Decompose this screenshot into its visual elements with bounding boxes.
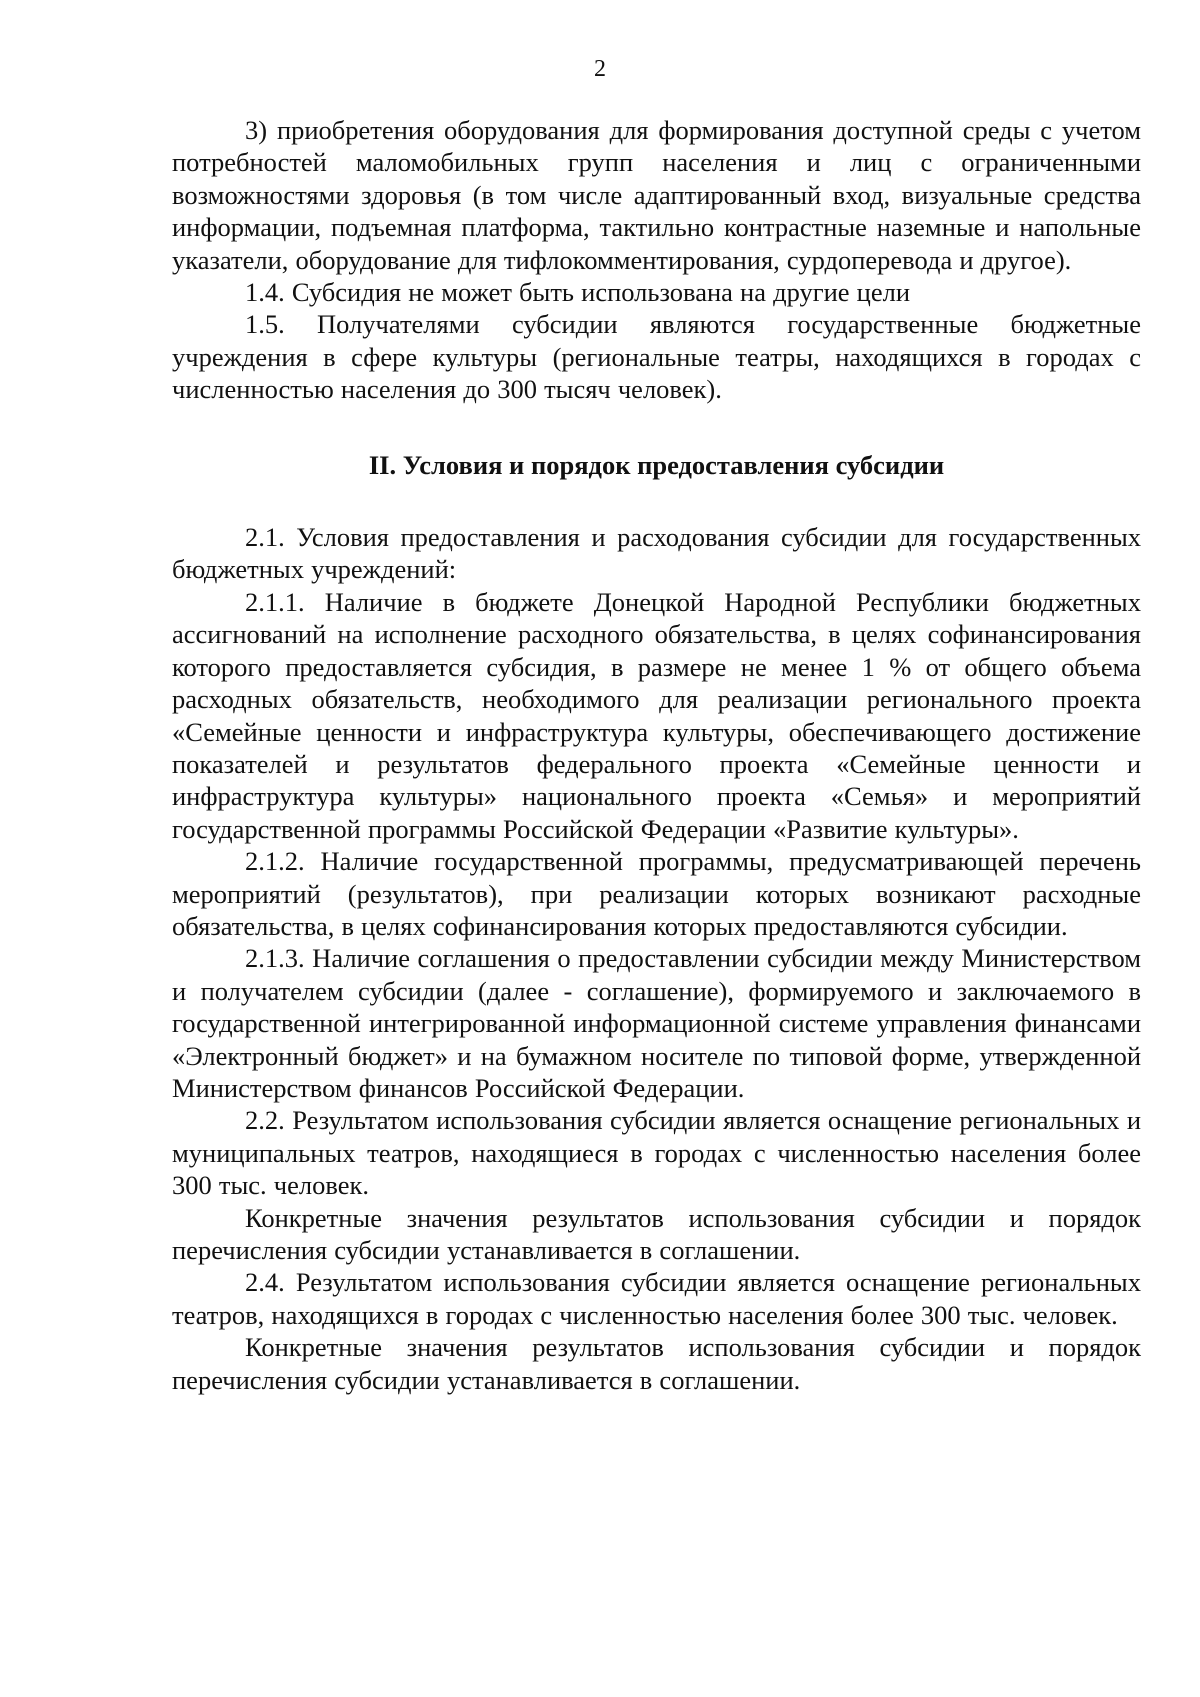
paragraph-1-4: 1.4. Субсидия не может быть использована на другие цели [245, 277, 911, 308]
paragraph-2-1-2: 2.1.2. Наличие государственной программы, предусматривающей перечень мероприятий (результатов), при реализации которых возникают расходные обязательства, в целях софинансирования которых предоставляются субсидии. [172, 846, 1141, 941]
document-body [172, 114, 1141, 1396]
section-heading: II. Условия и порядок предоставления субсидии [368, 449, 945, 480]
paragraph-2-2: 2.2. Результатом использования субсидии является оснащение региональных и муниципальных театров, находящиеся в городах с численностью населения более 300 тыс. человек. [172, 1105, 1141, 1201]
paragraph-2-1-3: 2.1.3. Наличие соглашения о предоставлении субсидии между Министерством и получателем субсидии (далее - соглашение), формируемого и заключаемого в государственной интегрированной информационной системе управления финансами «Электронный бюджет» и на бумажном носителе по типовой форме, утвержденной Министерством финансов Российской Федерации. [172, 943, 1141, 1103]
paragraph-2-4-values: Конкретные значения результатов использования субсидии и порядок перечисления субсидии устанавливается в соглашении. [172, 1332, 1141, 1395]
paragraph-2-4: 2.4. Результатом использования субсидии является оснащение региональных театров, находящихся в городах с численностью населения более 300 тыс. человек. [172, 1267, 1141, 1330]
paragraph-2-2-values: Конкретные значения результатов использования субсидии и порядок перечисления субсидии устанавливается в соглашении. [172, 1202, 1141, 1265]
paragraph-2-1: 2.1. Условия предоставления и расходования субсидии для государственных бюджетных учреждений: [172, 522, 1141, 585]
paragraph-1-5: 1.5. Получателями субсидии являются государственные бюджетные учреждения в сфере культуры (региональные театры, находящихся в городах с численностью населения до 300 тысяч человек). [172, 309, 1141, 405]
paragraph-item-3: 3) приобретения оборудования для формирования доступной среды с учетом потребностей маломобильных групп населения и лиц с ограниченными возможностями здоровья (в том числе адаптированный вход, визуальные средства информации, подъемная платформа, тактильно контрастные наземные и напольные указатели, оборудование для тифлокомментирования, сурдоперевода и другое). [172, 115, 1141, 275]
page-number: 2 [594, 56, 606, 82]
paragraph-2-1-1: 2.1.1. Наличие в бюджете Донецкой Народной Республики бюджетных ассигнований на исполнение расходного обязательства, в целях софинансирования которого предоставляется субсидия, в размере не менее 1 % от общего объема расходных обязательств, необходимого для реализации регионального проекта «Семейные ценности и инфраструктура культуры, обеспечивающего достижение показателей и результатов федерального проекта «Семейные ценности и инфраструктура культуры» национального проекта «Семья» и мероприятий государственной программы Российской Федерации «Развитие культуры». [172, 586, 1141, 844]
